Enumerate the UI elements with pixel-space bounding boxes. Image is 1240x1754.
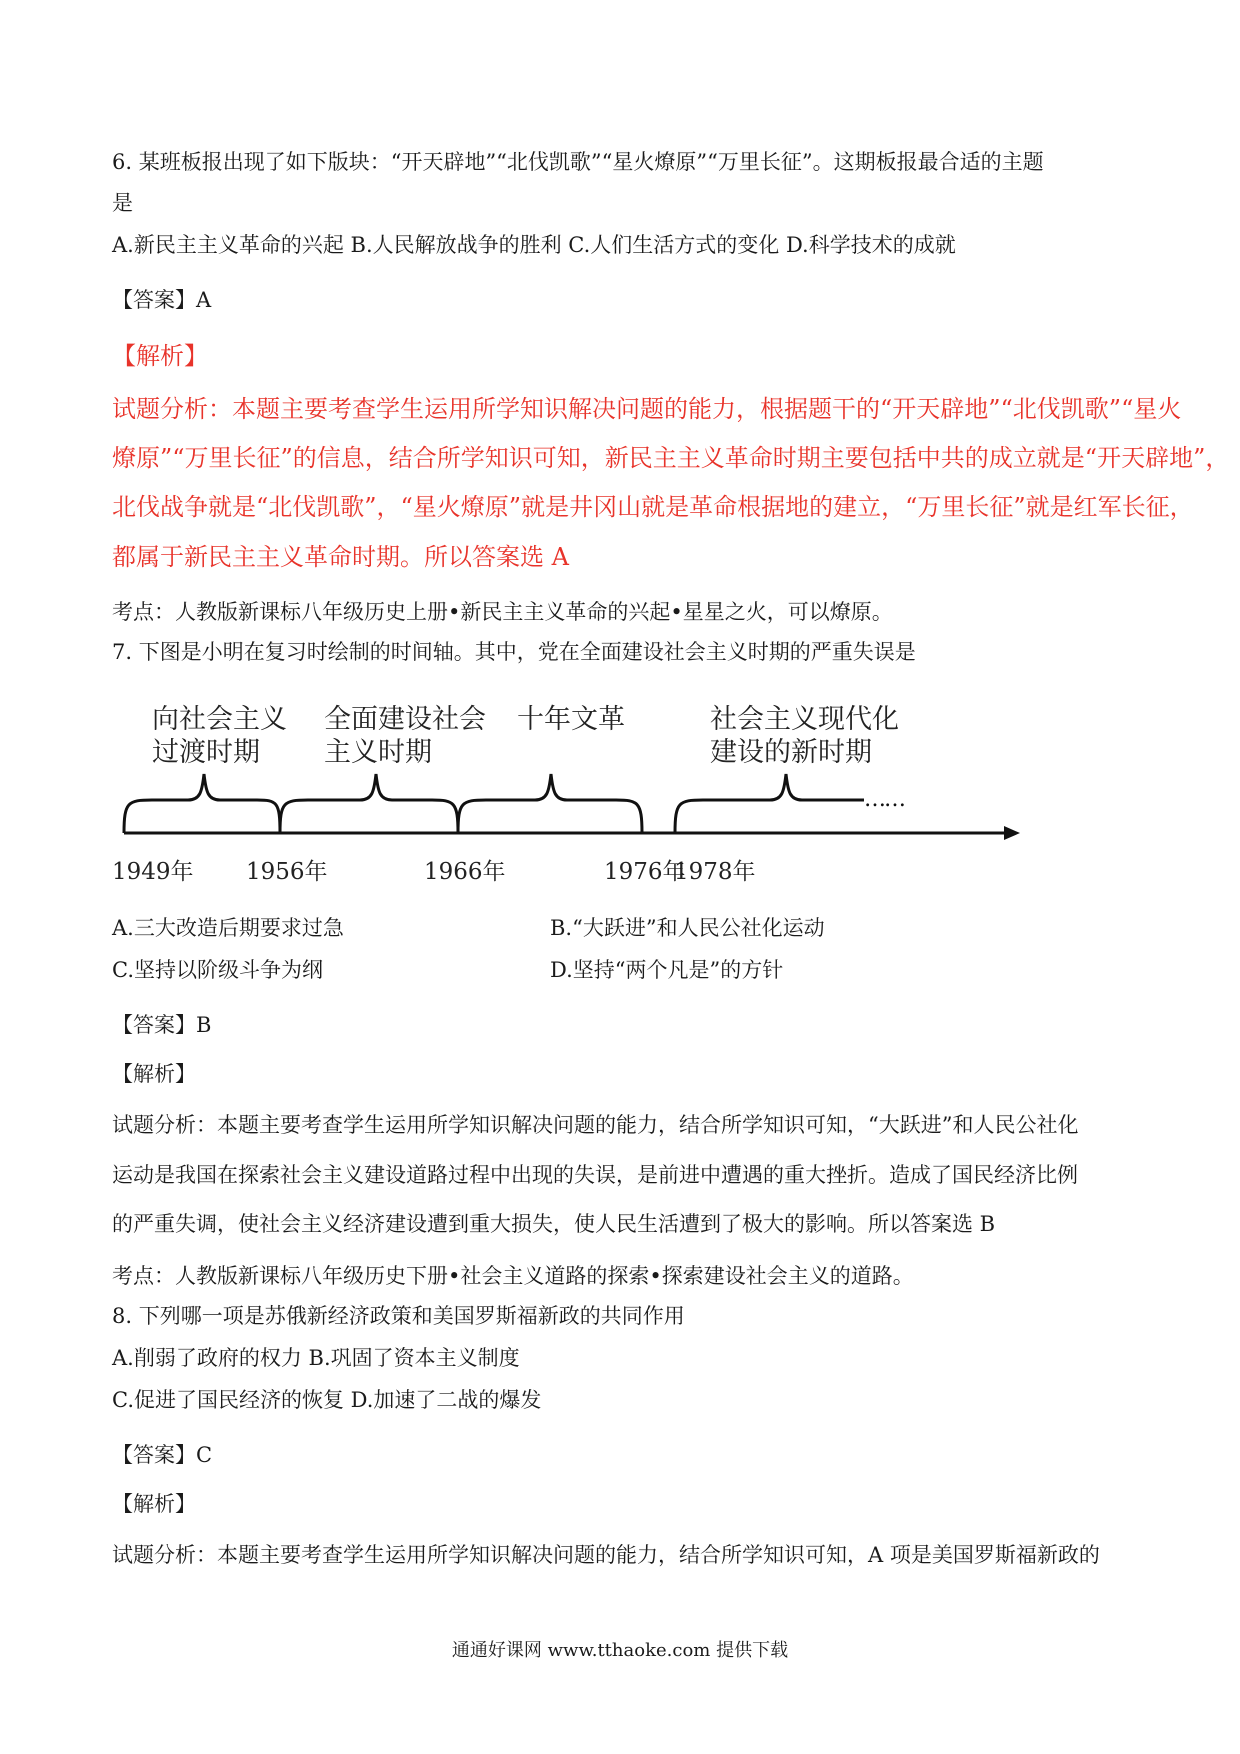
year-label-1956: 1956年 [246, 859, 328, 885]
period-label-2b: 主义时期 [324, 737, 432, 768]
brace-period-3 [458, 774, 642, 833]
q7-analysis-line3: 的严重失调，使社会主义经济建设遭到重大损失，使人民生活遭到了极大的影响。所以答案选 B [112, 1212, 996, 1236]
q8-options-line1: A.削弱了政府的权力 B.巩固了资本主义制度 [112, 1346, 520, 1370]
q8-options-line2: C.促进了国民经济的恢复 D.加速了二战的爆发 [112, 1388, 542, 1412]
q8-answer: 【答案】C [112, 1443, 213, 1467]
q7-kaodian: 考点：人教版新课标八年级历史下册•社会主义道路的探索•探索建设社会主义的道路。 [112, 1264, 914, 1288]
q7-analysis-label: 【解析】 [112, 1062, 196, 1086]
year-label-1966: 1966年 [424, 859, 506, 885]
q6-stem-line2: 是 [112, 191, 133, 215]
q6-analysis-label: 【解析】 [112, 342, 208, 370]
year-label-1978: 1978年 [674, 859, 756, 885]
q6-analysis-line4: 都属于新民主主义革命时期。所以答案选 A [112, 543, 569, 571]
q8-analysis-line1: 试题分析：本题主要考查学生运用所学知识解决问题的能力，结合所学知识可知，A 项是美国罗斯福新政的 [112, 1543, 1100, 1567]
q6-analysis-line1: 试题分析：本题主要考查学生运用所学知识解决问题的能力，根据题干的“开天辟地”“北伐凯歌”“星火 [112, 395, 1182, 423]
q7-option-b: B.“大跃进”和人民公社化运动 [550, 916, 825, 940]
period-label-1b: 过渡时期 [152, 737, 260, 768]
q6-stem-line1: 6. 某班板报出现了如下版块：“开天辟地”“北伐凯歌”“星火燎原”“万里长征”。这期板报最合适的主题 [112, 150, 1044, 174]
period-label-4b: 建设的新时期 [710, 737, 872, 768]
q6-analysis-line2: 燎原”“万里长征”的信息，结合所学知识可知，新民主主义革命时期主要包括中共的成立就是“开天辟地”， [112, 444, 1230, 472]
q6-kaodian: 考点：人教版新课标八年级历史上册•新民主主义革命的兴起•星星之火，可以燎原。 [112, 600, 893, 624]
q7-answer: 【答案】B [112, 1013, 212, 1037]
brace-period-4 [675, 774, 864, 833]
q8-stem: 8. 下列哪一项是苏俄新经济政策和美国罗斯福新政的共同作用 [112, 1304, 685, 1328]
q6-options: A.新民主主义革命的兴起 B.人民解放战争的胜利 C.人们生活方式的变化 D.科学技术的成就 [112, 233, 956, 257]
q6-answer: 【答案】A [112, 288, 212, 312]
q7-option-a: A.三大改造后期要求过急 [112, 916, 344, 940]
year-label-1976: 1976年 [604, 859, 686, 885]
q6-analysis-line3: 北伐战争就是“北伐凯歌”，“星火燎原”就是井冈山就是革命根据地的建立，“万里长征”就是红军长征， [112, 493, 1194, 521]
q7-analysis-line2: 运动是我国在探索社会主义建设道路过程中出现的失误，是前进中遭遇的重大挫折。造成了国民经济比例 [112, 1163, 1078, 1187]
timeline-figure [112, 690, 1032, 900]
timeline-ellipsis: …… [864, 787, 904, 812]
period-label-4a: 社会主义现代化 [710, 704, 899, 735]
timeline-arrowhead [1004, 826, 1020, 840]
q7-option-c: C.坚持以阶级斗争为纲 [112, 958, 323, 982]
q7-option-d: D.坚持“两个凡是”的方针 [550, 958, 784, 982]
period-label-2a: 全面建设社会 [324, 704, 486, 735]
q7-stem: 7. 下图是小明在复习时绘制的时间轴。其中，党在全面建设社会主义时期的严重失误是 [112, 640, 916, 664]
brace-period-2 [280, 774, 458, 833]
period-label-3a: 十年文革 [517, 704, 625, 735]
q7-analysis-line1: 试题分析：本题主要考查学生运用所学知识解决问题的能力，结合所学知识可知，“大跃进”和人民公社化 [112, 1113, 1079, 1137]
year-label-1949: 1949年 [112, 859, 194, 885]
period-label-1a: 向社会主义 [152, 704, 287, 735]
brace-period-1 [124, 774, 280, 833]
q8-analysis-label: 【解析】 [112, 1492, 196, 1516]
page-footer: 通通好课网 www.tthaoke.com 提供下载 [451, 1640, 789, 1661]
